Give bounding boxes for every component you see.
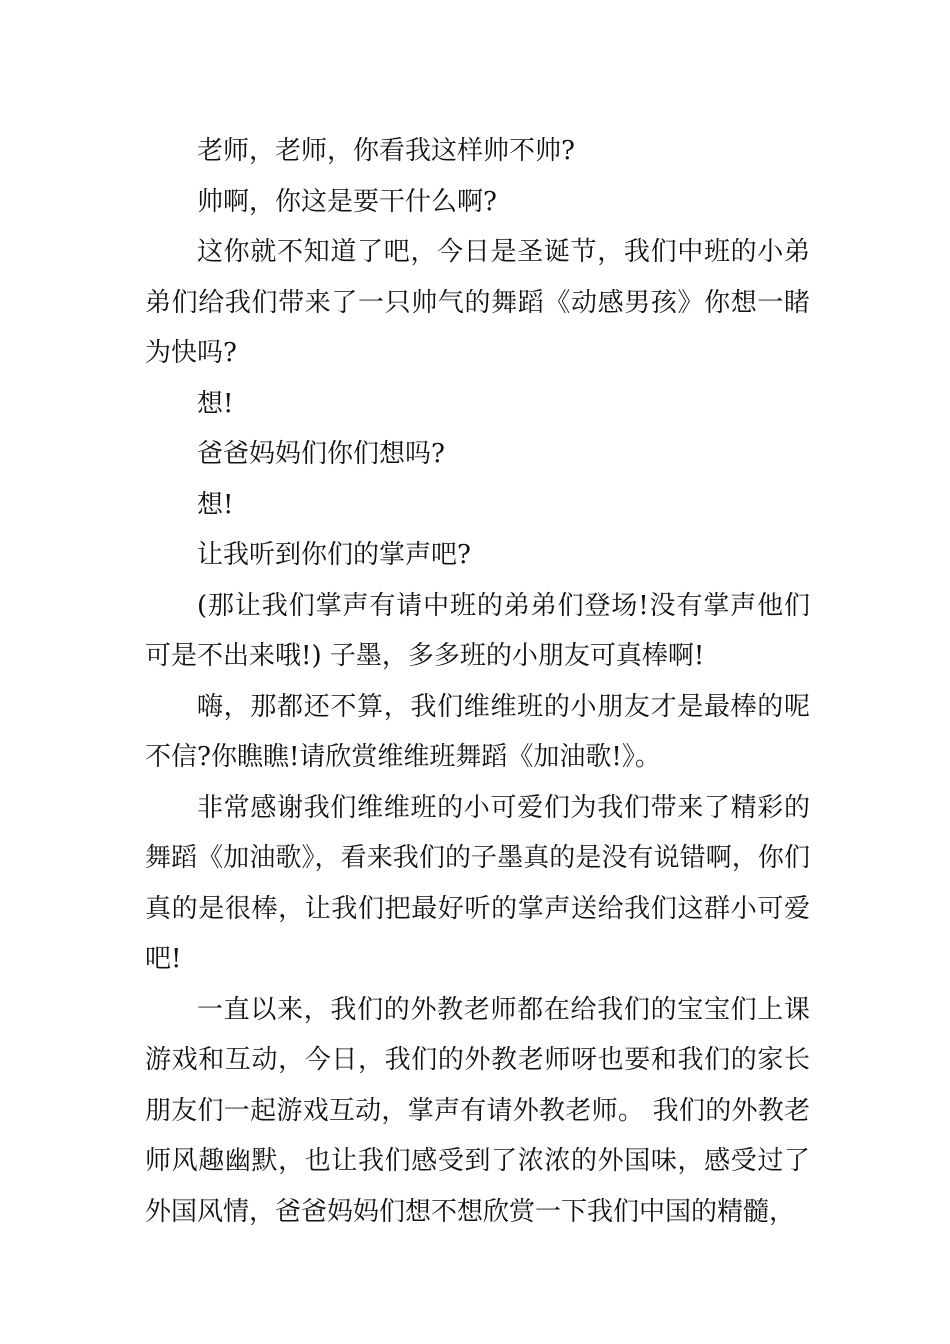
paragraph: 帅啊，你这是要干什么啊? [197,186,497,217]
paragraph: 老师，老师，你看我这样帅不帅? [197,136,575,166]
paragraph: 爸爸妈妈们你们想吗? [197,439,445,469]
paragraph: 让我听到你们的掌声吧? [197,540,471,570]
paragraph: 想! [197,388,234,419]
paragraph: (那让我们掌声有请中班的弟弟们登场!没有掌声他们可是不出来哦!) 子墨，多多班的小朋友可真棒啊! [145,590,810,671]
paragraph: 嗨，那都还不算，我们维维班的小朋友才是最棒的呢不信?你瞧瞧!请欣赏维维班舞蹈《加油歌!》。 [145,691,810,772]
paragraph: 非常感谢我们维维班的小可爱们为我们带来了精彩的舞蹈《加油歌》，看来我们的子墨真的是没有说错啊，你们真的是很棒，让我们把最好听的掌声送给我们这群小可爱吧! [145,792,810,974]
paragraph: 想! [197,489,234,520]
paragraph: 一直以来，我们的外教老师都在给我们的宝宝们上课游戏和互动，今日，我们的外教老师呀也要和我们的家长朋友们一起游戏互动，掌声有请外教老师。 我们的外教老师风趣幽默，也让我们感受到了浓浓的外国味，感受过了外国风情，爸爸妈妈们想不想欣赏一下我们中国的精髓， [145,994,810,1227]
paragraph: 这你就不知道了吧，今日是圣诞节，我们中班的小弟弟们给我们带来了一只帅气的舞蹈《动感男孩》你想一睹为快吗? [145,237,810,368]
document-body [145,126,810,1237]
